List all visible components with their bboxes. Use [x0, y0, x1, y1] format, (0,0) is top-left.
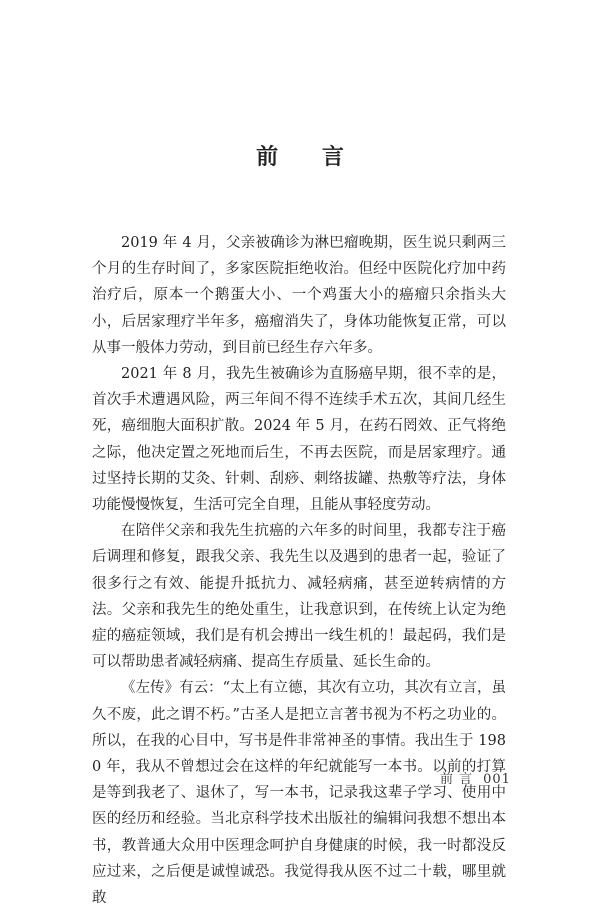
page-title: 前 言 [256, 144, 362, 170]
body-text [92, 230, 506, 911]
paragraph-1: 2019 年 4 月，父亲被确诊为淋巴瘤晚期，医生说只剩两三个月的生存时间了，多家医院拒绝收治。但经中医院化疗加中药治疗后，原本一个鹅蛋大小、一个鸡蛋大小的癌瘤只余指头大小，后居家理疗半年多，癌瘤消失了，身体功能恢复正常，可以从事一般体力劳动，到目前已经生存六年多。 [92, 235, 506, 356]
paragraph-3: 在陪伴父亲和我先生抗癌的六年多的时间里，我都专注于癌后调理和修复，跟我父亲、我先生以及遇到的患者一起，验证了很多行之有效、能提升抵抗力、减轻病痛，甚至逆转病情的方法。父亲和我先生的绝处重生，让我意识到，在传统上认定为绝症的癌症领域，我们是有机会搏出一线生机的！最起码，我们是可以帮助患者减轻病痛、提高生存质量、延长生命的。 [92, 523, 506, 671]
page-number: 001 [483, 772, 511, 787]
footer-section-title: 前 言 [440, 772, 474, 787]
paragraph-4: 《左传》有云：“太上有立德，其次有立功，其次有立言，虽久不废，此之谓不朽。”古圣人是把立言著书视为不朽之功业的。所以，在我的心目中，写书是件非常神圣的事情。我出生于 1980 年，我从不曾想过会在这样的年纪就能写一本书。以前的打算是等到我老了、退休了，写一本书，记录我这辈子学习、使用中医的经历和经验。当北京科学技术出版社的编辑问我想不想出本书，教普通大众用中医理念呵护自身健康的时候，我一时都没反应过来，之后便是诚惶诚恐。我觉得我从医不过二十载，哪里就敢 [92, 680, 506, 907]
paragraph-2: 2021 年 8 月，我先生被确诊为直肠癌早期，很不幸的是，首次手术遭遇风险，两三年间不得不连续手术五次，其间几经生死，癌细胞大面积扩散。2024 年 5 月，在药石罔效、正气将绝之际，他决定置之死地而后生，不再去医院，而是居家理疗。通过坚持长期的艾灸、针刺、刮痧、刺络拔罐、热敷等疗法，身体功能慢慢恢复，生活可完全自理，且能从事轻度劳动。 [92, 366, 506, 514]
page-footer [440, 768, 511, 787]
